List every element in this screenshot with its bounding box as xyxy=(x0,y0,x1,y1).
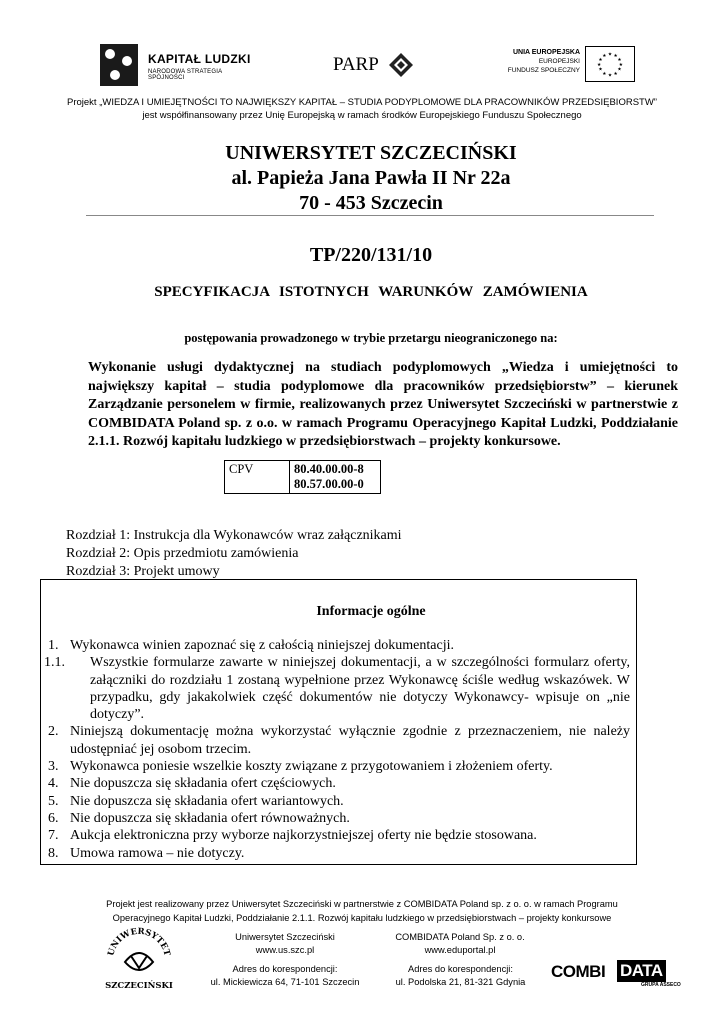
chapter-item: Rozdział 2: Opis przedmiotu zamówienia xyxy=(66,546,299,561)
chapter-item: Rozdział 1: Instrukcja dla Wykonawców wraz załącznikami xyxy=(66,528,402,543)
combidata-name: COMBIDATA Poland Sp. z o. o. xyxy=(395,932,525,942)
order-subject: Wykonanie usługi dydaktycznej na studiach podyplomowych „Wiedza i umiejętności to największy kapitał – studia podyplomowe dla pracowników przedsiębiorstw” – kierunek Zarządzanie personelem w firmie, realizowanych przez Uniwersytet Szczeciński w partnerstwie z COMBIDATA Poland sp. z o.o. w ramach Programu Operacyjnego Kapitał Ludzki, Poddziałanie 2.1.1. Rozwój kapitału ludzkiego w przedsiębiorstwach – projekty konkursowe. xyxy=(88,360,678,449)
parp-arrows-icon xyxy=(388,52,414,78)
info-item-number: 1. xyxy=(48,638,59,653)
kapital-ludzki-logo xyxy=(100,44,260,86)
university-city: 70 - 453 Szczecin xyxy=(299,192,443,214)
info-item-number: 1.1. xyxy=(44,655,65,671)
footer-line-2: Operacyjnego Kapitał Ludzki, Poddziałanie 2.1.1. Rozwój kapitału ludzkiego w przedsiębiorstwach – projekty konkursowe xyxy=(112,913,612,923)
university-street: al. Papieża Jana Pawła II Nr 22a xyxy=(231,167,511,189)
combidata-contact xyxy=(385,931,535,957)
reference-number: TP/220/131/10 xyxy=(309,244,433,266)
kapital-ludzki-mark-icon xyxy=(100,44,138,86)
svg-text:★: ★ xyxy=(602,53,607,59)
info-item-text: Nie dopuszcza się składania ofert wariantowych. xyxy=(70,793,344,809)
us-website-link[interactable]: www.us.szc.pl xyxy=(255,945,315,955)
svg-text:★: ★ xyxy=(617,67,622,73)
svg-text:★: ★ xyxy=(602,71,607,77)
general-info-title: Informacje ogólne xyxy=(316,604,426,619)
kapital-ludzki-name: KAPITAŁ LUDZKI xyxy=(148,52,251,66)
info-item-number: 6. xyxy=(48,810,59,826)
svg-text:★: ★ xyxy=(598,58,603,64)
svg-text:UNIWERSYTET: UNIWERSYTET xyxy=(106,926,172,958)
us-address-value: ul. Mickiewicza 64, 71-101 Szczecin xyxy=(210,977,360,987)
us-address xyxy=(196,963,374,989)
info-item-text: Wszystkie formularze zawarte w niniejszej dokumentacji, a w szczególności formularz oferty, załączniki do rozdziału 1 zostaną wypełnione przez Wykonawcę ściśle według wskazówek. W przypadku, gdy jakakolwiek część dokumentów nie dotyczy Wykonawcy- wpisuje on „nie dotyczy”. xyxy=(90,655,630,723)
chapter-item: Rozdział 3: Projekt umowy xyxy=(66,564,220,579)
svg-text:★: ★ xyxy=(598,67,603,73)
university-name: UNIWERSYTET SZCZECIŃSKI xyxy=(225,142,517,164)
us-contact xyxy=(200,931,370,957)
svg-text:★: ★ xyxy=(617,58,622,64)
info-item-text: Nie dopuszcza się składania ofert równoważnych. xyxy=(70,810,350,826)
info-item-number: 3. xyxy=(48,759,59,775)
parp-name: PARP xyxy=(333,54,379,75)
info-item-number: 8. xyxy=(48,845,59,861)
svg-text:★: ★ xyxy=(618,62,623,68)
parp-logo xyxy=(333,52,423,82)
eu-logo xyxy=(500,44,640,84)
info-item-text: Nie dopuszcza się składania ofert częściowych. xyxy=(70,776,336,792)
eu-line1: UNIA EUROPEJSKA xyxy=(512,49,580,56)
info-item xyxy=(48,637,630,654)
combidata-logo-asseco: GRUPA ASSECO xyxy=(641,982,681,988)
cpv-table xyxy=(224,460,381,494)
info-item xyxy=(48,810,630,827)
eu-line3: FUNDUSZ SPOŁECZNY xyxy=(507,67,580,74)
info-item-number: 4. xyxy=(48,776,59,792)
combidata-logo xyxy=(551,960,685,990)
svg-text:SZCZECIŃSKI: SZCZECIŃSKI xyxy=(105,981,173,991)
svg-text:★: ★ xyxy=(613,71,618,77)
cpv-label: CPV xyxy=(225,461,290,494)
cpv-code-2: 80.57.00.00-0 xyxy=(294,477,364,491)
info-item-text: Umowa ramowa – nie dotyczy. xyxy=(70,845,245,861)
cpv-code-1: 80.40.00.00-8 xyxy=(294,462,364,476)
project-line-2: jest współfinansowany przez Unię Europejską w ramach środków Europejskiego Funduszu Społecznego xyxy=(142,110,582,121)
svg-text:★: ★ xyxy=(613,53,618,59)
svg-text:★: ★ xyxy=(607,73,613,79)
info-item-text: Niniejszą dokumentację można wykorzystać wyłącznie zgodnie z przeznaczeniem, nie należy udostępniać jej osobom trzecim. xyxy=(70,724,630,757)
combidata-website-link[interactable]: www.eduportal.pl xyxy=(424,945,496,955)
info-item-text: Aukcja elektroniczna przy wyborze najkorzystniejszej oferty nie będzie stosowana. xyxy=(70,828,537,844)
combidata-logo-data: DATA xyxy=(617,960,666,982)
combidata-logo-combi: COMBI xyxy=(551,962,606,981)
header-logos xyxy=(0,40,724,90)
combidata-address-value: ul. Podolska 21, 81-321 Gdynia xyxy=(395,977,526,987)
svg-text:★: ★ xyxy=(597,62,602,68)
us-address-label: Adres do korespondencji: xyxy=(232,964,338,974)
chapters-list xyxy=(66,527,402,581)
eu-line2: EUROPEJSKI xyxy=(538,58,580,65)
header-divider xyxy=(86,215,654,216)
eu-flag-icon xyxy=(585,46,635,82)
kapital-ludzki-subtitle: NARODOWA STRATEGIA SPÓJNOŚCI xyxy=(148,69,222,81)
info-item xyxy=(48,827,630,844)
university-szczecin-logo xyxy=(103,922,175,992)
info-item xyxy=(48,775,630,792)
procedure-line: postępowania prowadzonego w trybie przetargu nieograniczonego na: xyxy=(184,331,558,345)
svg-text:★: ★ xyxy=(607,52,613,58)
cpv-codes xyxy=(290,461,381,494)
info-item-number: 5. xyxy=(48,793,59,809)
combidata-address-label: Adres do korespondencji: xyxy=(408,964,513,974)
info-item-number: 7. xyxy=(48,828,59,844)
eu-text xyxy=(500,48,580,75)
combidata-address xyxy=(378,963,543,989)
general-info-list xyxy=(44,637,630,862)
info-item xyxy=(48,723,630,758)
info-item xyxy=(44,654,630,723)
info-item xyxy=(48,845,630,862)
project-line-1: Projekt „WIEDZA I UMIEJĘTNOŚCI TO NAJWIĘKSZY KAPITAŁ – STUDIA PODYPLOMOWE DLA PRACOWNIKÓW PRZEDSIĘBIORSTW” xyxy=(67,97,657,108)
footer-line-1: Projekt jest realizowany przez Uniwersytet Szczeciński w partnerstwie z COMBIDATA Poland sp. z o. o. w ramach Programu xyxy=(106,899,618,909)
info-item-text: Wykonawca winien zapoznać się z całością niniejszej dokumentacji. xyxy=(70,638,454,653)
info-item xyxy=(48,793,630,810)
info-item-text: Wykonawca poniesie wszelkie koszty związane z przygotowaniem i złożeniem oferty. xyxy=(70,759,553,775)
us-name: Uniwersytet Szczeciński xyxy=(235,932,335,942)
spec-title: SPECYFIKACJA ISTOTNYCH WARUNKÓW ZAMÓWIENIA xyxy=(154,284,588,300)
info-item xyxy=(48,758,630,775)
info-item-number: 2. xyxy=(48,724,59,740)
